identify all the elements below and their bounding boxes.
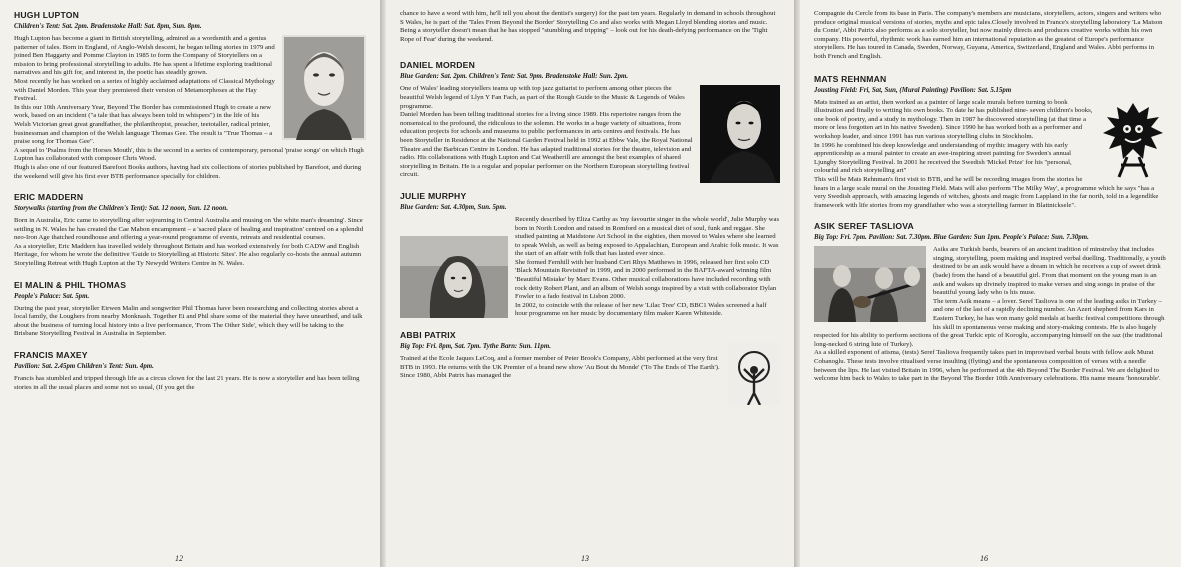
abbi-patrix-photo xyxy=(728,343,780,405)
performance-schedule: Pavilion: Sat. 2.45pm Children's Tent: Sun. 4pm. xyxy=(14,363,154,371)
performer-name: MATS REHNMAN xyxy=(814,73,887,84)
performer-bio: Asiks are Turkish bards, bearers of an ancient tradition of minstrelsy that includes singing, storytelling, poem making and inspired verbal duelling. Traditionally, a youth destined to be an asik would have a dream in which he receives a cup of sweet drink (bade) from the hand of a beautiful girl. From that moment on the young man is an asik and wakes up divinely inspired to make verses and sing songs in praise of the beautiful young lady who is his muse. The term Asik means – a lover. Seref Tasliova is one of the leading asiks in Turkey – and one of the last of a rapidly declining number. An Azeri shepherd from Kars in Eastern Turkey, he has won many gold medals at bardic festival competitions through his skill in spontaneous verse making and story-making contests. He is also hugely respected for his ability to perform sections of the great Turkic epic of Koroglu, accompanying himself on the saz (the traditional long-necked 6 string lute of Turkey). As a skilled exponent of atisma, (tests) Seref Tasliova frequently takes part in improvised verbal bouts with fellow asik Murat Cobanoglu. These tests involve ritualised verse insulting (flyting) and the spontaneous composition of verses with a needle between the lips. He last visited Britain in 1996, when he performed at the 4th Beyond The Border Festival. We are delighted to welcome him back to Wales to take part in the Beyond The Border 10th Anniversary celebrations. His name means 'honourable'. xyxy=(814,246,1166,383)
page-number: 16 xyxy=(980,554,988,563)
performance-schedule: Blue Garden: Sat. 4.30pm, Sun. 5pm. xyxy=(400,203,507,211)
section-julie-murphy xyxy=(400,191,780,319)
continued-bio: Compagnie du Cercle from its base in Paris. The company's members are musicians, storytellers, actors, singers and writers who produce original musical versions of stories, myths and epic tales.Closely involved in France's storytelling laboratory 'La Maison du Conte', Abbi Patrix also performs as a solo storyteller, but now mainly directs and produces creative works within his own company. His powerful, rhythmic work has earned him an international reputation as the greatest of Europe's performance storytellers. He has toured in Canada, Sweden, Norway, Guyana, America, Switzerland, England and Wales. Abbi performs in both French and English. xyxy=(814,10,1163,60)
page-16 xyxy=(800,0,1181,567)
section-abbi-patrix xyxy=(400,330,780,381)
page-12 xyxy=(0,0,380,567)
performer-bio: Mats trained as an artist, then worked as a painter of large scale murals before turning to book illustration and finally to writing his own books. To date he has published nine- seven children's books, one book of poetry, and a study in mythology. Then in 1987 he discovered storytelling (at that time a more or less forgotten art in his native Sweden). Since 1990 he has worked both as a performer and workshop leader, and since 1991 has run various storytelling clubs in Stockholm. In 1996 he combined his deep knowledge and understanding of mythic imagery with his early apprenticeship as a mural painter to create an awe-inspiring street painting for Sweden's annual Ljungby Storytelling Festival. In 2001 he received the Swedish 'Mickel Prize' for his "personal, colourful and rich storytelling art" This will be Mats Rehnman's first visit to BTB, and he will be recording images from the stories he hears in a large scale mural on the Jousting Field. Mats will also perform 'The Milky Way', a programme which he says "has a very Swedish approach, with amazing legends of witches, ghosts and magic from Lappland in the far north, told in a legendlike framework with life stories from my grandfather who was a storytelling farmer in Blattnicksele". xyxy=(814,98,1159,209)
performer-bio: Trained at the Ecole Jaques LeCoq, and a former member of Peter Brook's Company, Abbi performed at the very first BTB in 1993. He returns with the UK Premier of a brand new show 'Au Bout du Monde' ('To The Ends of The Earth'). Since 1980, Abbi Patrix has managed the xyxy=(400,355,720,380)
performer-name: HUGH LUPTON xyxy=(14,10,80,20)
julie-murphy-photo xyxy=(400,236,508,318)
section-daniel-morden xyxy=(400,60,780,180)
performance-schedule: Big Top: Fri. 8pm, Sat. 7pm. Tythe Barn: Sun. 11pm. xyxy=(400,343,551,351)
page-number: 13 xyxy=(581,554,589,563)
performance-schedule: Jousting Field: Fri, Sat, Sun, (Mural Painting) Pavilion: Sat. 5.15pm xyxy=(814,86,1012,94)
performer-name: ERIC MADDERN xyxy=(14,192,84,203)
performance-schedule: Blue Garden: Sat. 2pm. Children's Tent: Sat. 9pm. Bradenstoke Hall: Sun. 2pm. xyxy=(400,73,629,81)
performer-bio: During the past year, storyteller Eirwen Malin and songwriter Phil Thomas have been researching and collecting stories about a local family, the Loughers from nearby Monknash. Together Ei and Phil share some of the material they have unearthed, and talk about the business of turning local history into a live performance, 'From The Other Side', which they will be taking to the Brisbane Storytelling Festival in Australia in September. xyxy=(14,304,363,338)
performance-schedule: Storywalks (starting from the Children's Tent): Sat. 12 noon, Sun. 12 noon. xyxy=(14,205,228,213)
performer-bio: Born in Australia, Eric came to storytelling after sojourning in Central Australia and musing on 'the white man's dreaming'. Since settling in N. Wales he has created the Cae Mabon encampment – a 'sacred place of healing and inspiration' centred on a splendid neo-Iron Age thatched roundhouse and offering a year-round programme of events, retreats and residential courses. As a storyteller, Eric Maddern has travelled widely throughout Britain and has worked extensively for both CADW and English Heritage, for whom he wrote the definitive 'Guide to Storytelling at Historic Sites'. He also regularly co-hosts the annual autumn Storytelling Retreat with Hugh Lupton at the Ty Newydd Writers Centre in N. Wales. xyxy=(14,217,364,268)
performer-bio: One of Wales' leading storytellers teams up with top jazz guitarist to perform among other pieces the beautiful Welsh legend of Llyn Y Fan Fach, as part of the Rough Guide to the Music & Legends of Wales programme. Daniel Morden has been telling traditional stories for a living since 1989. His repertoire ranges from the nonsensical to the profound, the ridiculous to the solemn. He works in a huge variety of situations, from education projects for schools and museums to public performances in arts centres and festivals. He has been Storyteller in Residence at the National Garden Festival held in 1992 at Ebbw Vale, the Royal National Theatre and the Barbican Centre in London. He has adapted traditional stories for the theatre, television and radio. His collaborations with Hugh Lupton and Cat Weatherill are amongst the best examples of shared storytelling in Britain. He is a regular and popular performer on the Northern European storytelling festival circuit. xyxy=(400,85,693,179)
section-mats-rehnman xyxy=(814,74,1167,211)
performance-schedule: People's Palace: Sat. 5pm. xyxy=(14,292,90,300)
section-asik-seref-tasliova xyxy=(814,221,1167,384)
asik-seref-tasliova-photo xyxy=(814,246,926,322)
section-abbi-continued xyxy=(814,10,1167,62)
mats-rehnman-illustration xyxy=(1099,99,1167,179)
section-eric-maddern xyxy=(14,192,366,269)
performer-name: DANIEL MORDEN xyxy=(400,60,476,71)
performer-name: FRANCIS MAXEY xyxy=(14,350,88,361)
performer-name: ASIK SEREF TASLIOVA xyxy=(814,221,914,232)
performer-name: JULIE MURPHY xyxy=(400,190,467,201)
section-ei-malin-phil-thomas xyxy=(14,280,366,339)
daniel-morden-photo xyxy=(700,85,780,183)
page-13 xyxy=(386,0,794,567)
continued-bio: chance to have a word with him, he'll tell you about the dentist's surgery) for the past ten years. Regularly in demand in schools throughout S Wales, he is part of the 'Tales From Beyond the Border' Storytelling Co and also works with Megan Lloyd blending stories and music. Being a storyteller doesn't mean that he has stopped "stumbling and tripping" – look out for his death-defying performance on the 'Tight Rope of Fear' during the weekend. xyxy=(400,10,776,43)
page-number: 12 xyxy=(175,554,183,563)
performer-name: ABBI PATRIX xyxy=(400,330,456,341)
hugh-lupton-photo xyxy=(282,35,366,140)
section-francis-continued xyxy=(400,10,780,44)
performer-bio: Francis has stumbled and tripped through life as a circus clown for the last 21 years. He is now a storyteller and has been telling stories in all the usual places and some not so usual, (If you get the xyxy=(14,375,360,391)
performance-schedule: Children's Tent: Sat. 2pm. Bradenstoke Hall: Sat. 8pm, Sun. 8pm. xyxy=(14,23,202,30)
performance-schedule: Big Top: Fri. 7pm. Pavilion: Sat. 7.30pm. Blue Garden: Sun 1pm. People's Palace: Sun. 7.30pm. xyxy=(814,234,1089,242)
performer-bio: Recently described by Eliza Carthy as 'my favourite singer in the whole world', Julie Murphy was born in North London and raised in Romford on a musical diet of soul, funk and reggae. She studied painting at Maidstone Art School in the eighties, then moved to Wales where she learned to speak Welsh, as well as being exposed to Appalachian, European and Arabic folk music. It was the start of an affair with folk that has lasted ever since. She formed Fernhill with her husband Ceri Rhys Matthews in 1996, released her first solo CD 'Black Mountain Revisited' in 1999, and in 2000 performed in the BAFTA-award winning film 'Beautiful Mistake' by Marc Evans. Other musical collaborations have included recording with rock deity Robert Plant, and an album of Welsh songs inspired by a visit with collaborator Dylan Fowler to a fado festival in Lisbon 2000. In 2002, to coincide with the release of her new 'Lilac Tree' CD, BBC1 Wales screened a half hour programme on her music by documentary film maker Karen Whiteside. xyxy=(515,215,780,318)
performer-name: EI MALIN & PHIL THOMAS xyxy=(14,279,127,290)
section-hugh-lupton xyxy=(14,10,366,181)
section-francis-maxey xyxy=(14,350,366,392)
performer-bio: Hugh Lupton has become a giant in British storytelling, admired as a wordsmith and a genius patterner of tales. Born in England, of Anglo-Welsh descent, he began telling stories in 1979 and joined Ben Haggarty and Pomme Clayton in 1985 to form the Company of Storytellers on a mission to bring professional storytelling to adults. He has spent a lifetime exploring traditional narratives and his gift for, and interest in, the poetic has steadily grown. Most recently he has worked on a series of highly acclaimed adaptations of Classical Mythology with Daniel Morden. This year they premiered their version of Metamorphoses at the Hay Festival. In this our 10th Anniversary Year, Beyond The Border has commissioned Hugh to create a new work, based on an incident ("a tale that has always been told in whispers") in the life of his Welsh Victorian great great grandfather, the philanthropist, preacher, teetotaller, radical printer, businessman and champion of the Welsh language Thomas Gee. The result is "True Thomas – a praise song for Thomas Gee". A sequel to 'Psalms from the Horses Mouth', this is the second in a series of contemporary, personal 'praise songs' on which Hugh Lupton has collaborated with composer Chris Wood. Hugh is also one of our featured Barefoot Books authors, having had six collections of stories published by Barefoot, and during the weekend will give his first ever BTB performance specially for children. xyxy=(14,35,364,180)
